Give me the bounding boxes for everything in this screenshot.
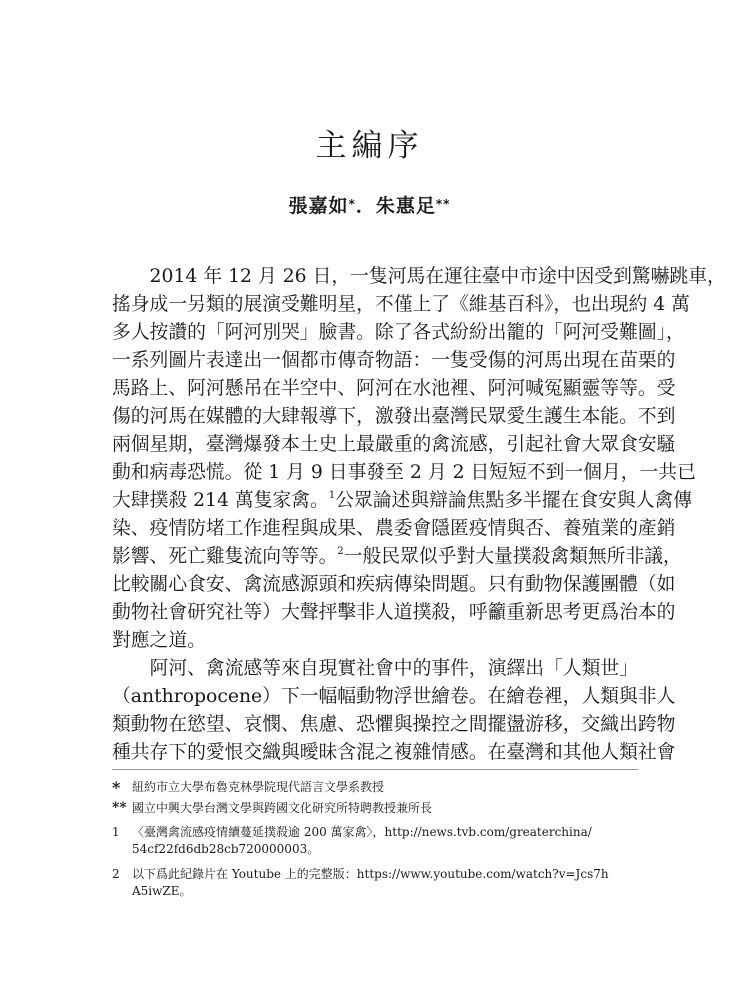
footnote — [112, 824, 638, 864]
body-line: 對應之道。 — [112, 630, 206, 651]
footnotes — [112, 779, 638, 906]
footnote-divider — [112, 769, 638, 770]
footnote-marker: * — [348, 197, 356, 211]
footnote-text: 以下爲此紀錄片在 Youtube 上的完整版：https://www.youtube.com/watch?v=Jcs7h — [132, 867, 609, 881]
footnote-marker: ** — [435, 197, 451, 211]
body-line: 類動物在慾望、哀憫、焦慮、恐懼與操控之間擺盪游移，交織出跨物 — [112, 714, 676, 735]
footnote-text: 〈臺灣禽流感疫情續蔓延撲殺逾 200 萬家禽〉，http://news.tvb.com/greaterchina/ — [132, 825, 592, 839]
body-line — [112, 487, 693, 515]
author-name: 朱惠足 — [375, 195, 436, 217]
body-line: 多人按讚的「阿河別哭」臉書。除了各式紛紛出籠的「阿河受難圖」， — [112, 322, 685, 343]
footnote — [112, 866, 638, 906]
footnote-mark: * — [112, 778, 121, 797]
footnote-mark: ** — [112, 800, 127, 816]
body-line: 一系列圖片表達出一個都市傳奇物語：一隻受傷的河馬出現在苗栗的 — [112, 350, 676, 371]
footnote — [112, 779, 638, 800]
footnote-text: 紐約市立大學布魯克林學院現代語言文學系教授 — [132, 780, 385, 794]
body-line: 馬路上、阿河懸吊在半空中、阿河在水池裡、阿河喊冤顯靈等等。受 — [112, 378, 676, 399]
body-line: 搖身成一另類的展演受難明星，不僅上了《維基百科》，也出現約 4 萬 — [112, 294, 690, 315]
body-line: （anthropocene）下一幅幅動物浮世繪卷。在繪卷裡，人類與非人 — [112, 686, 676, 707]
body-line-part: 一般民眾似乎對大量撲殺禽類無所非議， — [343, 546, 682, 567]
author-line — [0, 194, 739, 218]
body-line: 染、疫情防堵工作進程與成果、農委會隱匿疫情與否、養殖業的產銷 — [112, 518, 676, 539]
body-line: 比較關心食安、禽流感源頭和疾病傳染問題。只有動物保護團體（如 — [112, 574, 676, 595]
footnote-ref: 2 — [337, 546, 344, 557]
body-line: 兩個星期，臺灣爆發本土史上最嚴重的禽流感，引起社會大眾食安騷 — [112, 434, 676, 455]
body-text — [112, 263, 726, 767]
author-name: 張嘉如 — [288, 195, 349, 217]
body-line: 2014 年 12 月 26 日，一隻河馬在運往臺中市途中因受到驚嚇跳車， — [112, 266, 726, 287]
body-line-part: 公眾論述與辯論焦點多半擺在食安與人禽傳 — [335, 490, 693, 511]
body-line-part: 大肆撲殺 214 萬隻家禽。 — [112, 490, 329, 511]
footnote-mark: 2 — [112, 867, 120, 881]
footnote-text: 國立中興大學台灣文學與跨國文化研究所特聘教授兼所長 — [132, 801, 433, 815]
footnote-mark: 1 — [112, 825, 120, 839]
footnote — [112, 800, 638, 822]
body-line: 種共存下的愛恨交織與曖昧含混之複雜情感。在臺灣和其他人類社會 — [112, 742, 676, 763]
body-line: 傷的河馬在媒體的大肆報導下，激發出臺灣民眾愛生護生本能。不到 — [112, 406, 676, 427]
body-line: 動物社會研究社等）大聲抨擊非人道撲殺，呼籲重新思考更爲治本的 — [112, 602, 676, 623]
page-title: 主編序 — [315, 128, 424, 164]
footnote-ref: 1 — [328, 490, 336, 501]
author-separator: ． — [355, 195, 376, 217]
body-line: 阿河、禽流感等來自現實社會中的事件，演繹出「人類世」 — [112, 658, 638, 679]
body-line — [112, 543, 682, 571]
footnote-text-continued: 54cf22fd6db28cb720000003。 — [132, 842, 320, 856]
body-line-part: 影響、死亡雞隻流向等等。 — [112, 546, 338, 567]
body-line: 動和病毒恐慌。從 1 月 9 日事發至 2 月 2 日短短不到一個月，一共已 — [112, 462, 696, 483]
footnote-text-continued: A5iwZE。 — [132, 884, 192, 898]
